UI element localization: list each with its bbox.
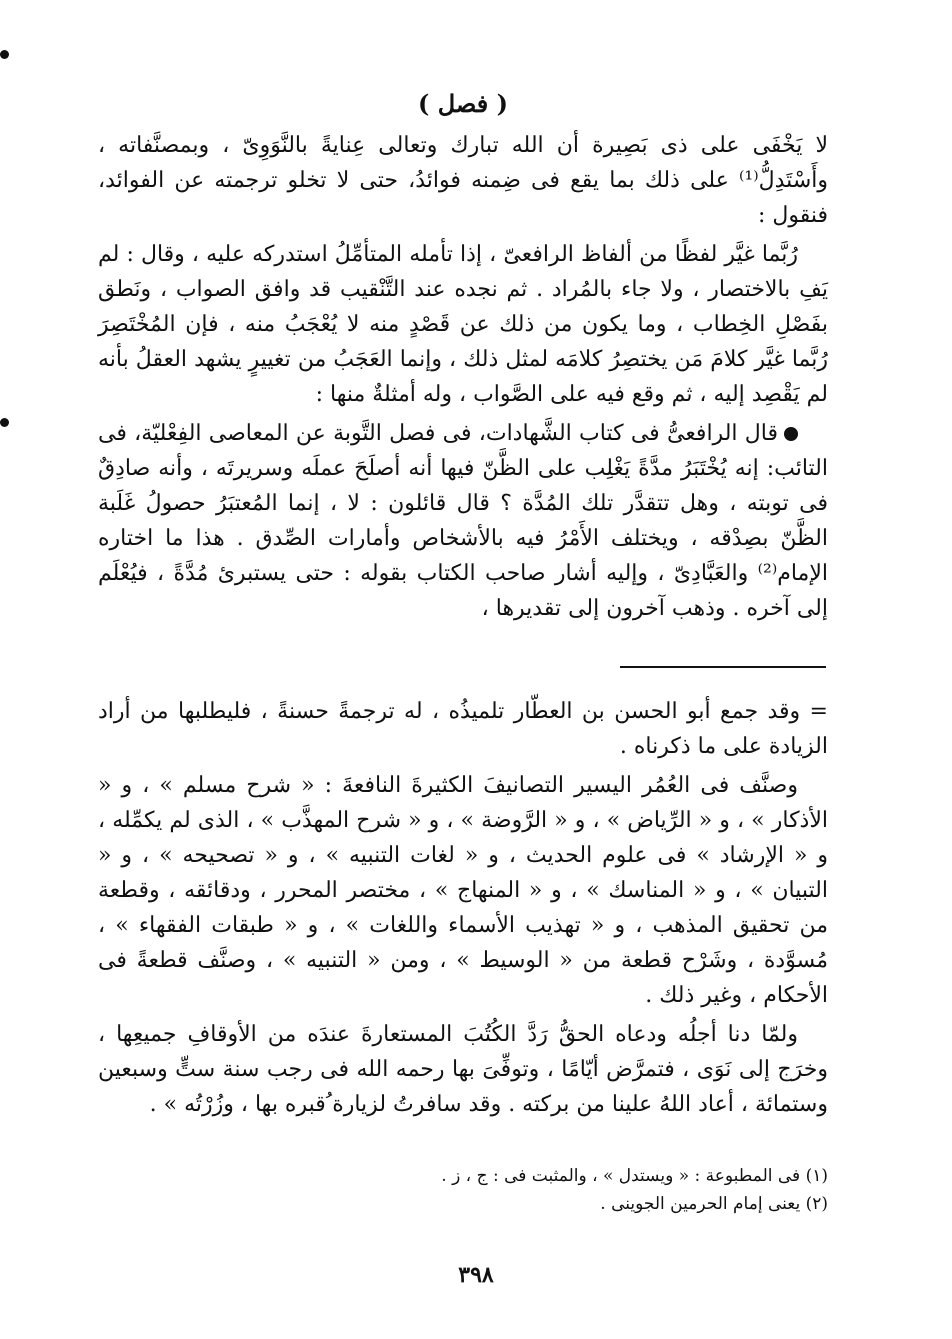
- note-continuation: = وقد جمع أبو الحسن بن العطّار تلميذُه ، له ترجمةً حسنةً ، فليطلبها من أراد الزيادة على ما ذكرناه .: [98, 699, 828, 759]
- paragraph-body: رُبَّما غيَّر لفظًا من ألفاظ الرافعىّ ، إذا تأمله المتأمِّلُ استدركه عليه ، وقال : لم يَفِ بالاختصار ، ولا جاء بالمُراد . ثم نجده عند التَّنْقيب قد وافق الصواب ، ونَطق بفَصْلِ الخِطاب ، وما يكون من ذلك عن قَصْدٍ منه لا يُعْجَبُ منه ، فإن المُخْتَصِرَ رُبَّما غيَّر كلامَ مَن يختصِرُ كلامَه لمثل ذلك ، وإنما العَجَبُ من تغييرٍ يشهد العقلُ بأنه لم يَقْصِد إليه ، ثم وقع فيه على الصَّواب ، وله أمثلةٌ منها :: [98, 242, 829, 407]
- continued-note: [98, 694, 828, 1122]
- footnote-1: (١) فى المطبوعة : « ويستدل » ، والمثبت فى : ج ، ز .: [441, 1166, 828, 1186]
- bullet-icon: [784, 427, 798, 441]
- footnote-2: (٢) يعنى إمام الحرمين الجوينى .: [600, 1194, 828, 1214]
- paragraph-intro: لا يَخْفَى على ذى بَصِيرة أن الله تبارك وتعالى عِنايةً بالنَّوَوِىّ ، وبمصنَّفاته ، وأَسْتَدِلُّ⁽¹⁾ على ذلك بما يقع فى ضِمنه فوائدُ، حتى لا تخلو ترجمته عن الفوائد، فنقول :: [98, 133, 828, 228]
- page-number: ٣٩٨: [458, 1262, 494, 1288]
- paragraph-example: [98, 416, 828, 626]
- footnote-divider: [620, 666, 826, 668]
- margin-mark: [0, 418, 9, 427]
- section-heading: ( فصل ): [418, 89, 508, 118]
- footnotes: [98, 1162, 828, 1218]
- main-text: [98, 128, 828, 626]
- paragraph-example-text: قال الرافعىُّ فى كتاب الشَّهادات، فى فصل التَّوبة عن المعاصى الفِعْليّة، فى التائب: إنه يُخْتَبَرُ مدَّةً يَغْلِب على الظَّنّ فيها أنه أصلَحَ عملَه وسريرتَه ، وأنه صادِقٌ فى توبته ، وهل تتقدَّر تلك المُدَّة ؟ قال قائلون : لا ، إنما المُعتبَرُ حصولُ غَلَبة الظَّنّ بصِدْقه ، ويختلف الأَمْرُ فيه بالأشخاص وأمارات الصِّدق . هذا ما اختاره الإمام⁽²⁾ والعَبَّادِىّ ، وإليه أشار صاحب الكتاب بقوله : حتى يستبرئ مُدَّةً ، فيُعْلَم إلى آخره . وذهب آخرون إلى تقديرها ،: [98, 421, 828, 621]
- note-works: وصنَّف فى العُمُر اليسير التصانيفَ الكثيرةَ النافعةَ : « شرح مسلم » ، و « الأذكار » ، و « الرِّياض » ، و « الرَّوضة » ، و « شرح المهذَّب » ، الذى لم يكمِّله ، و « الإرشاد » فى علوم الحديث ، و « لغات التنبيه » ، و « تصحيحه » ، و « التبيان » ، و « المناسك » ، و « المنهاج » ، مختصر المحرر ، ودقائقه ، وقطعة من تحقيق المذهب ، و « تهذيب الأسماء واللغات » ، و « طبقات الفقهاء » ، مُسوَّدة ، وشَرْح قطعة من « الوسيط » ، ومن « التنبيه » ، وصنَّف قطعةً فى الأحكام ، وغير ذلك .: [98, 773, 828, 1008]
- note-death: ولمّا دنا أجلُه ودعاه الحقُّ رَدَّ الكُتُبَ المستعارةَ عندَه من الأوقافِ جميعِها ، وخرَج إلى نَوَى ، فتمرَّض أيّامًا ، وتوفِّىَ بها رحمه الله فى رجب سنة ستٍّ وسبعين وستمائة ، أعاد اللهُ علينا من بركته . وقد سافرتُ لزيارة ُقبره بها ، وزُرْتُه » .: [98, 1022, 828, 1117]
- margin-mark: [0, 50, 9, 59]
